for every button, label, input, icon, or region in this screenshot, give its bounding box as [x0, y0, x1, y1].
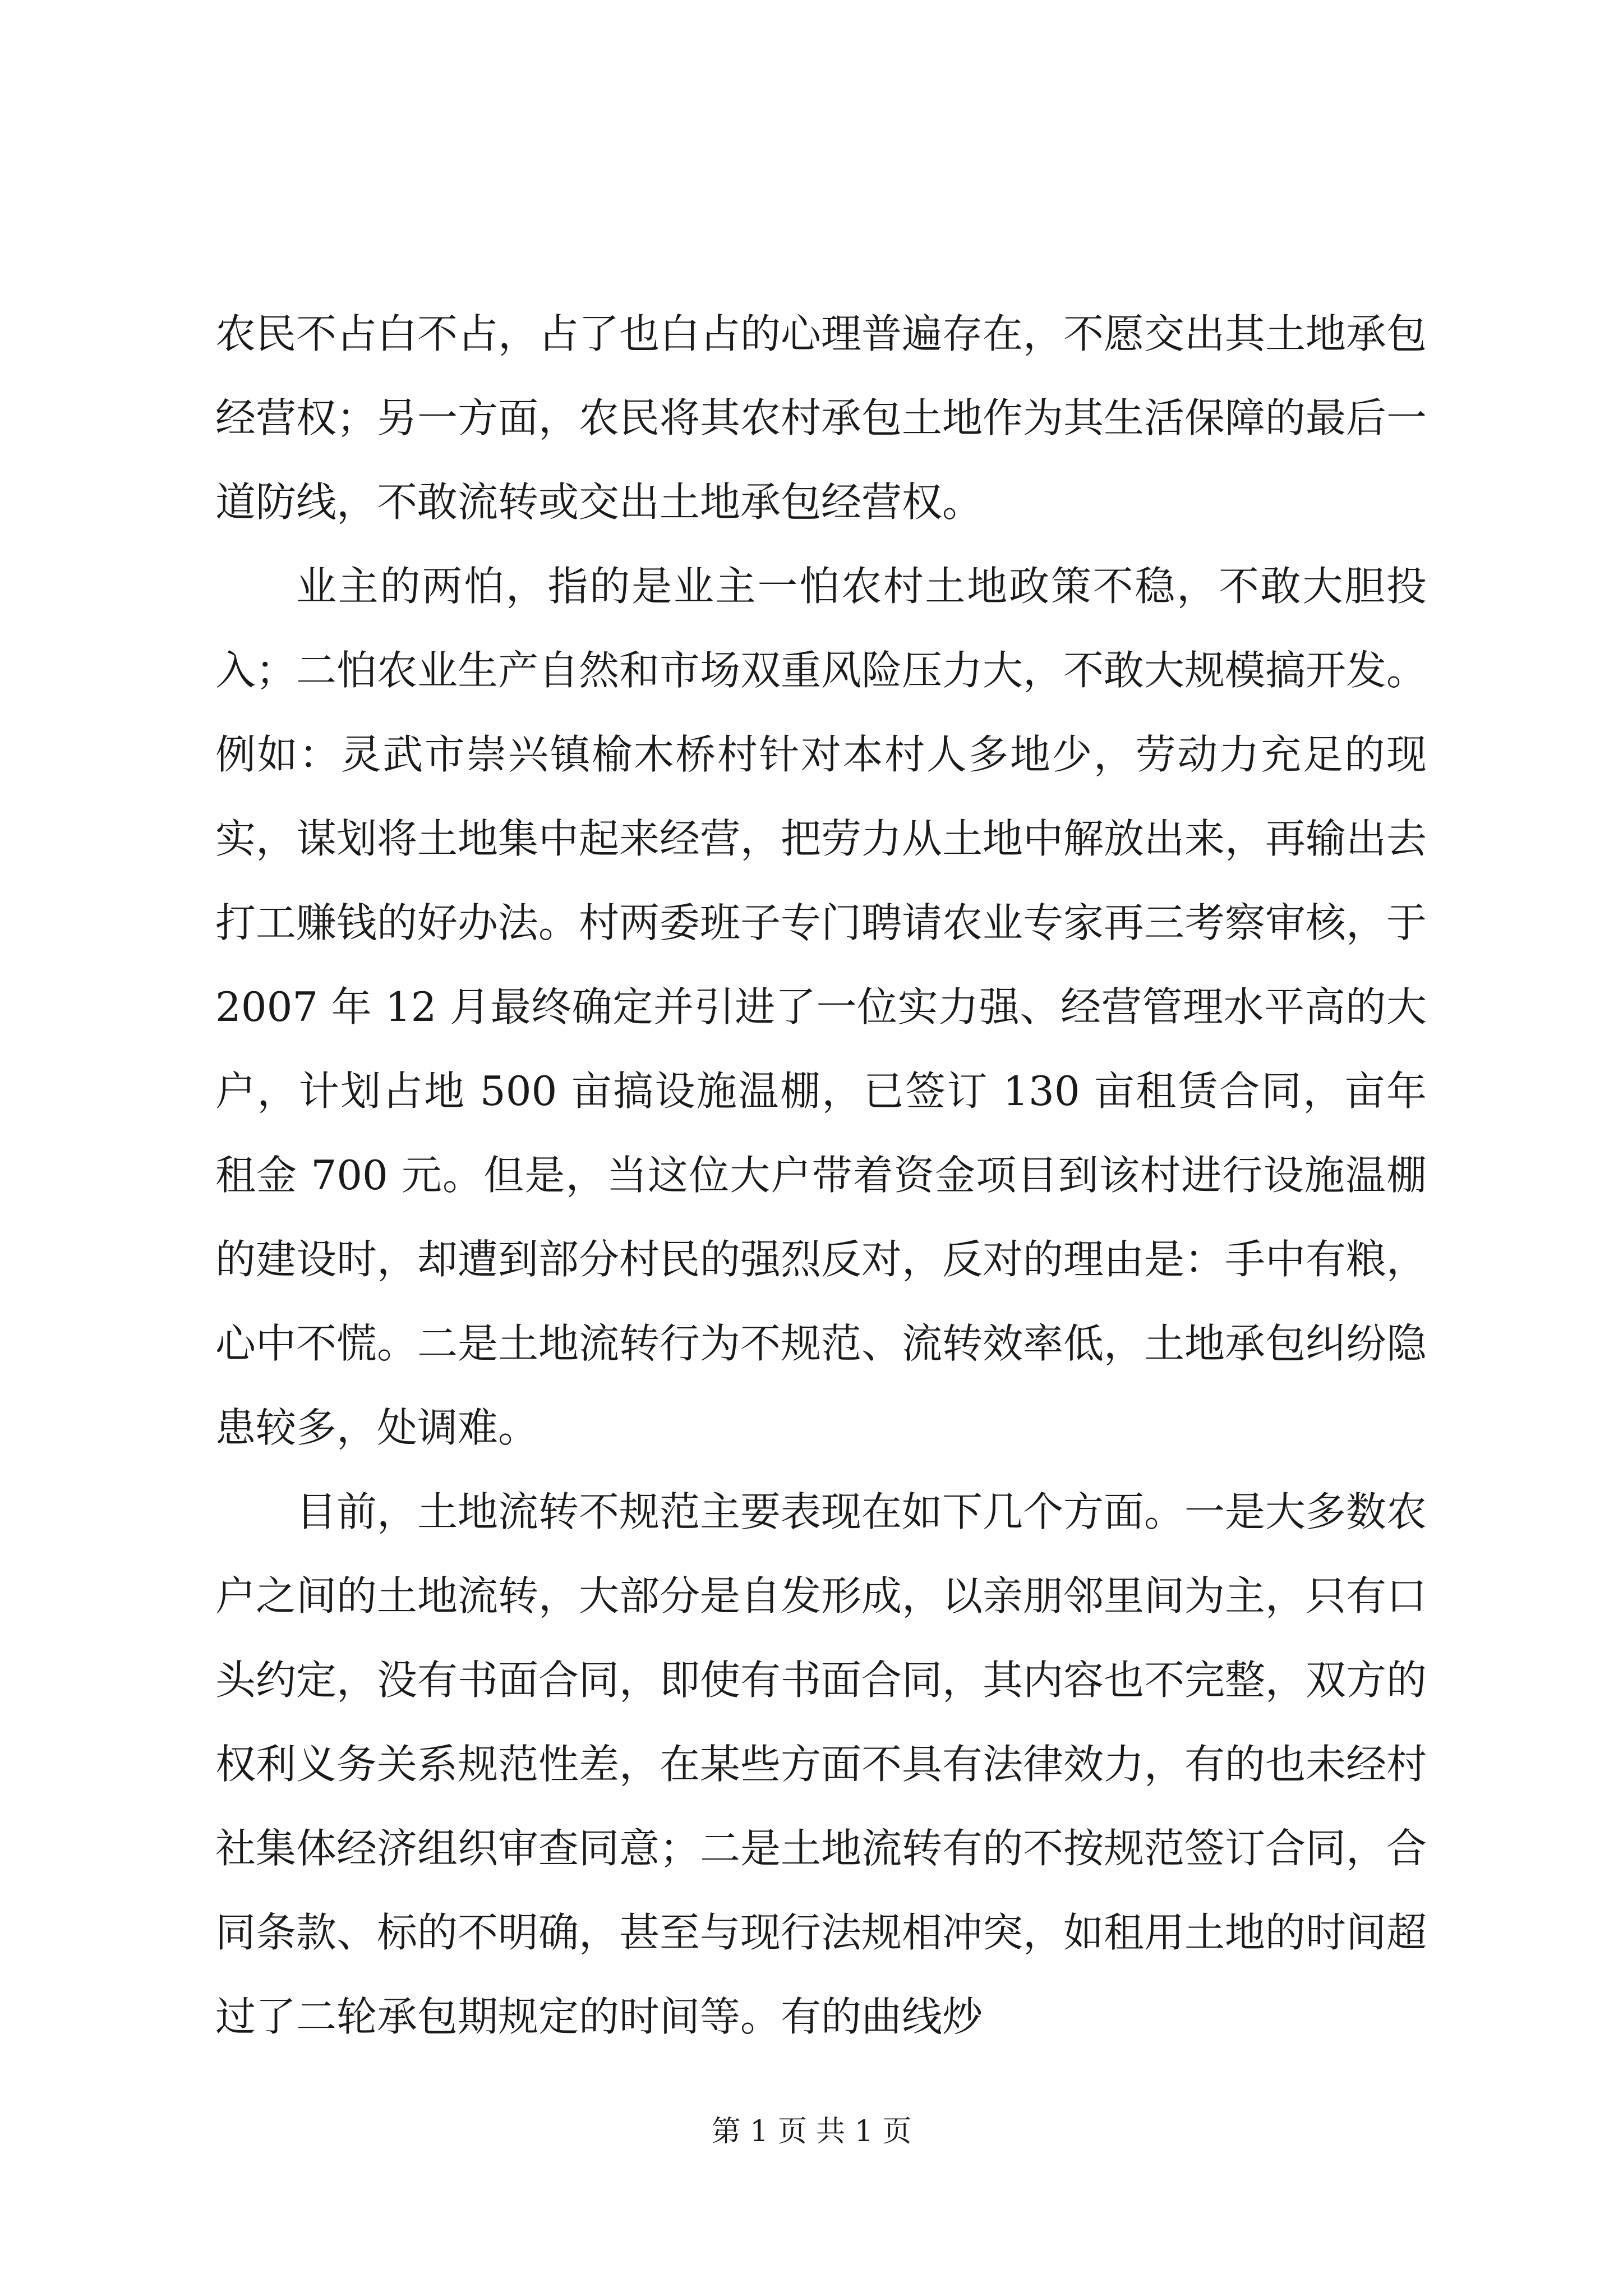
- paragraph-2: 业主的两怕，指的是业主一怕农村土地政策不稳，不敢大胆投入；二怕农业生产自然和市场双重风险压力大，不敢大规模搞开发。例如：灵武市崇兴镇榆木桥村针对本村人多地少，劳动力充足的现实，谋划将土地集中起来经营，把劳力从土地中解放出来，再输出去打工赚钱的好办法。村两委班子专门聘请农业专家再三考察审核，于 2007 年 12 月最终确定并引进了一位实力强、经营管理水平高的大户，计划占地 500 亩搞设施温棚，已签订 130 亩租赁合同，亩年租金 700 元。但是，当这位大户带着资金项目到该村进行设施温棚的建设时，却遭到部分村民的强烈反对，反对的理由是：手中有粮，心中不慌。二是土地流转行为不规范、流转效率低，土地承包纠纷隐患较多，处调难。: [215, 563, 1427, 1451]
- page-footer: 第 1 页 共 1 页: [711, 2115, 912, 2148]
- paragraph-3: 目前，土地流转不规范主要表现在如下几个方面。一是大多数农户之间的土地流转，大部分是自发形成，以亲朋邻里间为主，只有口头约定，没有书面合同，即使有书面合同，其内容也不完整，双方的权利义务关系规范性差，在某些方面不具有法律效力，有的也未经村社集体经济组织审查同意；二是土地流转有的不按规范签订合同，合同条款、标的不明确，甚至与现行法规相冲突，如租用土地的时间超过了二轮承包期规定的时间等。有的曲线炒: [215, 1488, 1427, 2040]
- body-text: [215, 292, 1427, 2059]
- paragraph-1: 农民不占白不占，占了也白占的心理普遍存在，不愿交出其土地承包经营权；另一方面，农民将其农村承包土地作为其生活保障的最后一道防线，不敢流转或交出土地承包经营权。: [215, 310, 1427, 526]
